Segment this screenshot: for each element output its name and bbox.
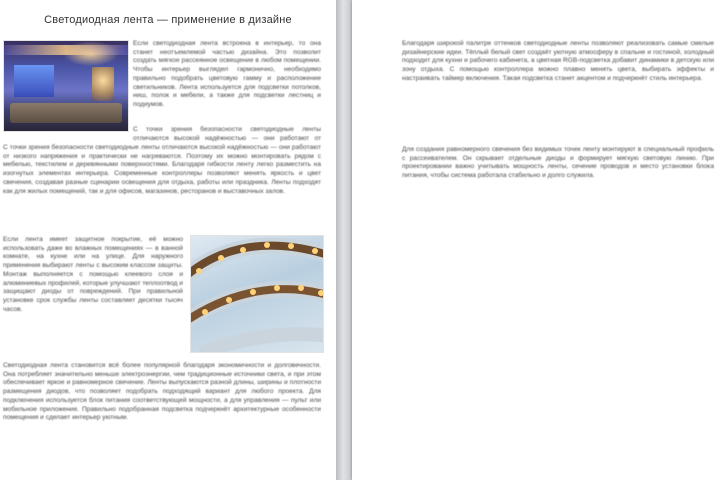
- interior-photo: [3, 40, 129, 132]
- document-page-right: [352, 0, 720, 480]
- ceiling-glow: [4, 45, 128, 55]
- paragraph-4: Светодиодная лента становится всё более популярной благодаря экономичности и долговечности. Она потребляет значительно меньше электроэнергии, чем традиционные источники света, и при этом обеспечивает яркое и равномерное свечение. Ленты выпускаются разной длины, ширины и плотности размещения диодов, что позволяет подобрать подходящий вариант для любого проекта. Для подключения используется блок питания соответствующей мощности, а для управления — пульт или мобильное приложение. Правильно подобранная подсветка подчеркнёт архитектурные особенности помещения и сделает интерьер уютным.: [3, 362, 321, 422]
- paragraph-1: Если светодиодная лента встроена в интерьер, то она станет неотъемлемой частью дизайна. Это позволит создать мягкое рассеянное освещение в любом помещении. Чтобы интерьер выглядел гармонично, необходимо правильно подобрать цветовую гамму и расположение светильников. Лента используется для подсветки потолков, ниш, полок и мебели, а также для подсветки лестниц и подиумов.: [133, 40, 321, 108]
- document-title: Светодиодная лента — применение в дизайне: [44, 14, 292, 26]
- lamp-shape: [92, 67, 114, 101]
- sofa-shape: [10, 103, 122, 123]
- window-shape: [14, 65, 54, 97]
- paragraph-5: Благодаря широкой палитре оттенков светодиодные ленты позволяют реализовать самые смелые дизайнерские идеи. Тёплый белый свет создаёт уютную атмосферу в спальне и гостиной, холодный подходит для кухни и рабочего кабинета, а цветная RGB-подсветка добавит динамики в детскую или зону отдыха. С помощью контроллера можно плавно менять цвета, выбирать эффекты и настраивать таймер включения. Такая подсветка станет акцентом и подчеркнёт стиль интерьера.: [402, 40, 714, 82]
- paragraph-2: С точки зрения безопасности светодиодные ленты отличаются высокой надёжностью — они работают от низкого напряжения и практически не нагреваются. Поэтому их можно монтировать рядом с мебелью, текстилем и деревянными поверхностями. Благодаря гибкости ленту легко разместить на изогнутых элементах интерьера. Современные контроллеры позволяют менять яркость и цвет свечения, создавая разные сценарии освещения для отдыха, работы или праздника. Ленты подходят как для жилых помещений, так и для офисов, магазинов, ресторанов и выставочных залов.: [3, 144, 321, 195]
- paragraph-6: Для создания равномерного свечения без видимых точек ленту монтируют в специальный профиль с рассеивателем. Он скрывает отдельные диоды и формирует мягкую световую линию. При проектировании важно учитывать мощность ленты, сечение проводов и место установки блока питания, чтобы система работала стабильно и долго служила.: [402, 146, 714, 180]
- paragraph-2a: С точки зрения безопасности светодиодные ленты отличаются высокой надёжностью — они работают от: [133, 126, 321, 142]
- paragraph-3: Если лента имеет защитное покрытие, её можно использовать даже во влажных помещениях — в ванной комнате, на кухне или на улице. Для наружного применения выбирают ленты с высоким классом защиты. Монтаж выполняется с помощью клеевого слоя и алюминиевых профилей, которые улучшают теплоотвод и защищают диоды от повреждений. При правильной установке срок службы ленты составляет десятки тысяч часов.: [3, 236, 183, 313]
- page-gutter: [336, 0, 352, 480]
- led-strip-photo: [190, 235, 324, 353]
- document-page-left: [0, 0, 336, 480]
